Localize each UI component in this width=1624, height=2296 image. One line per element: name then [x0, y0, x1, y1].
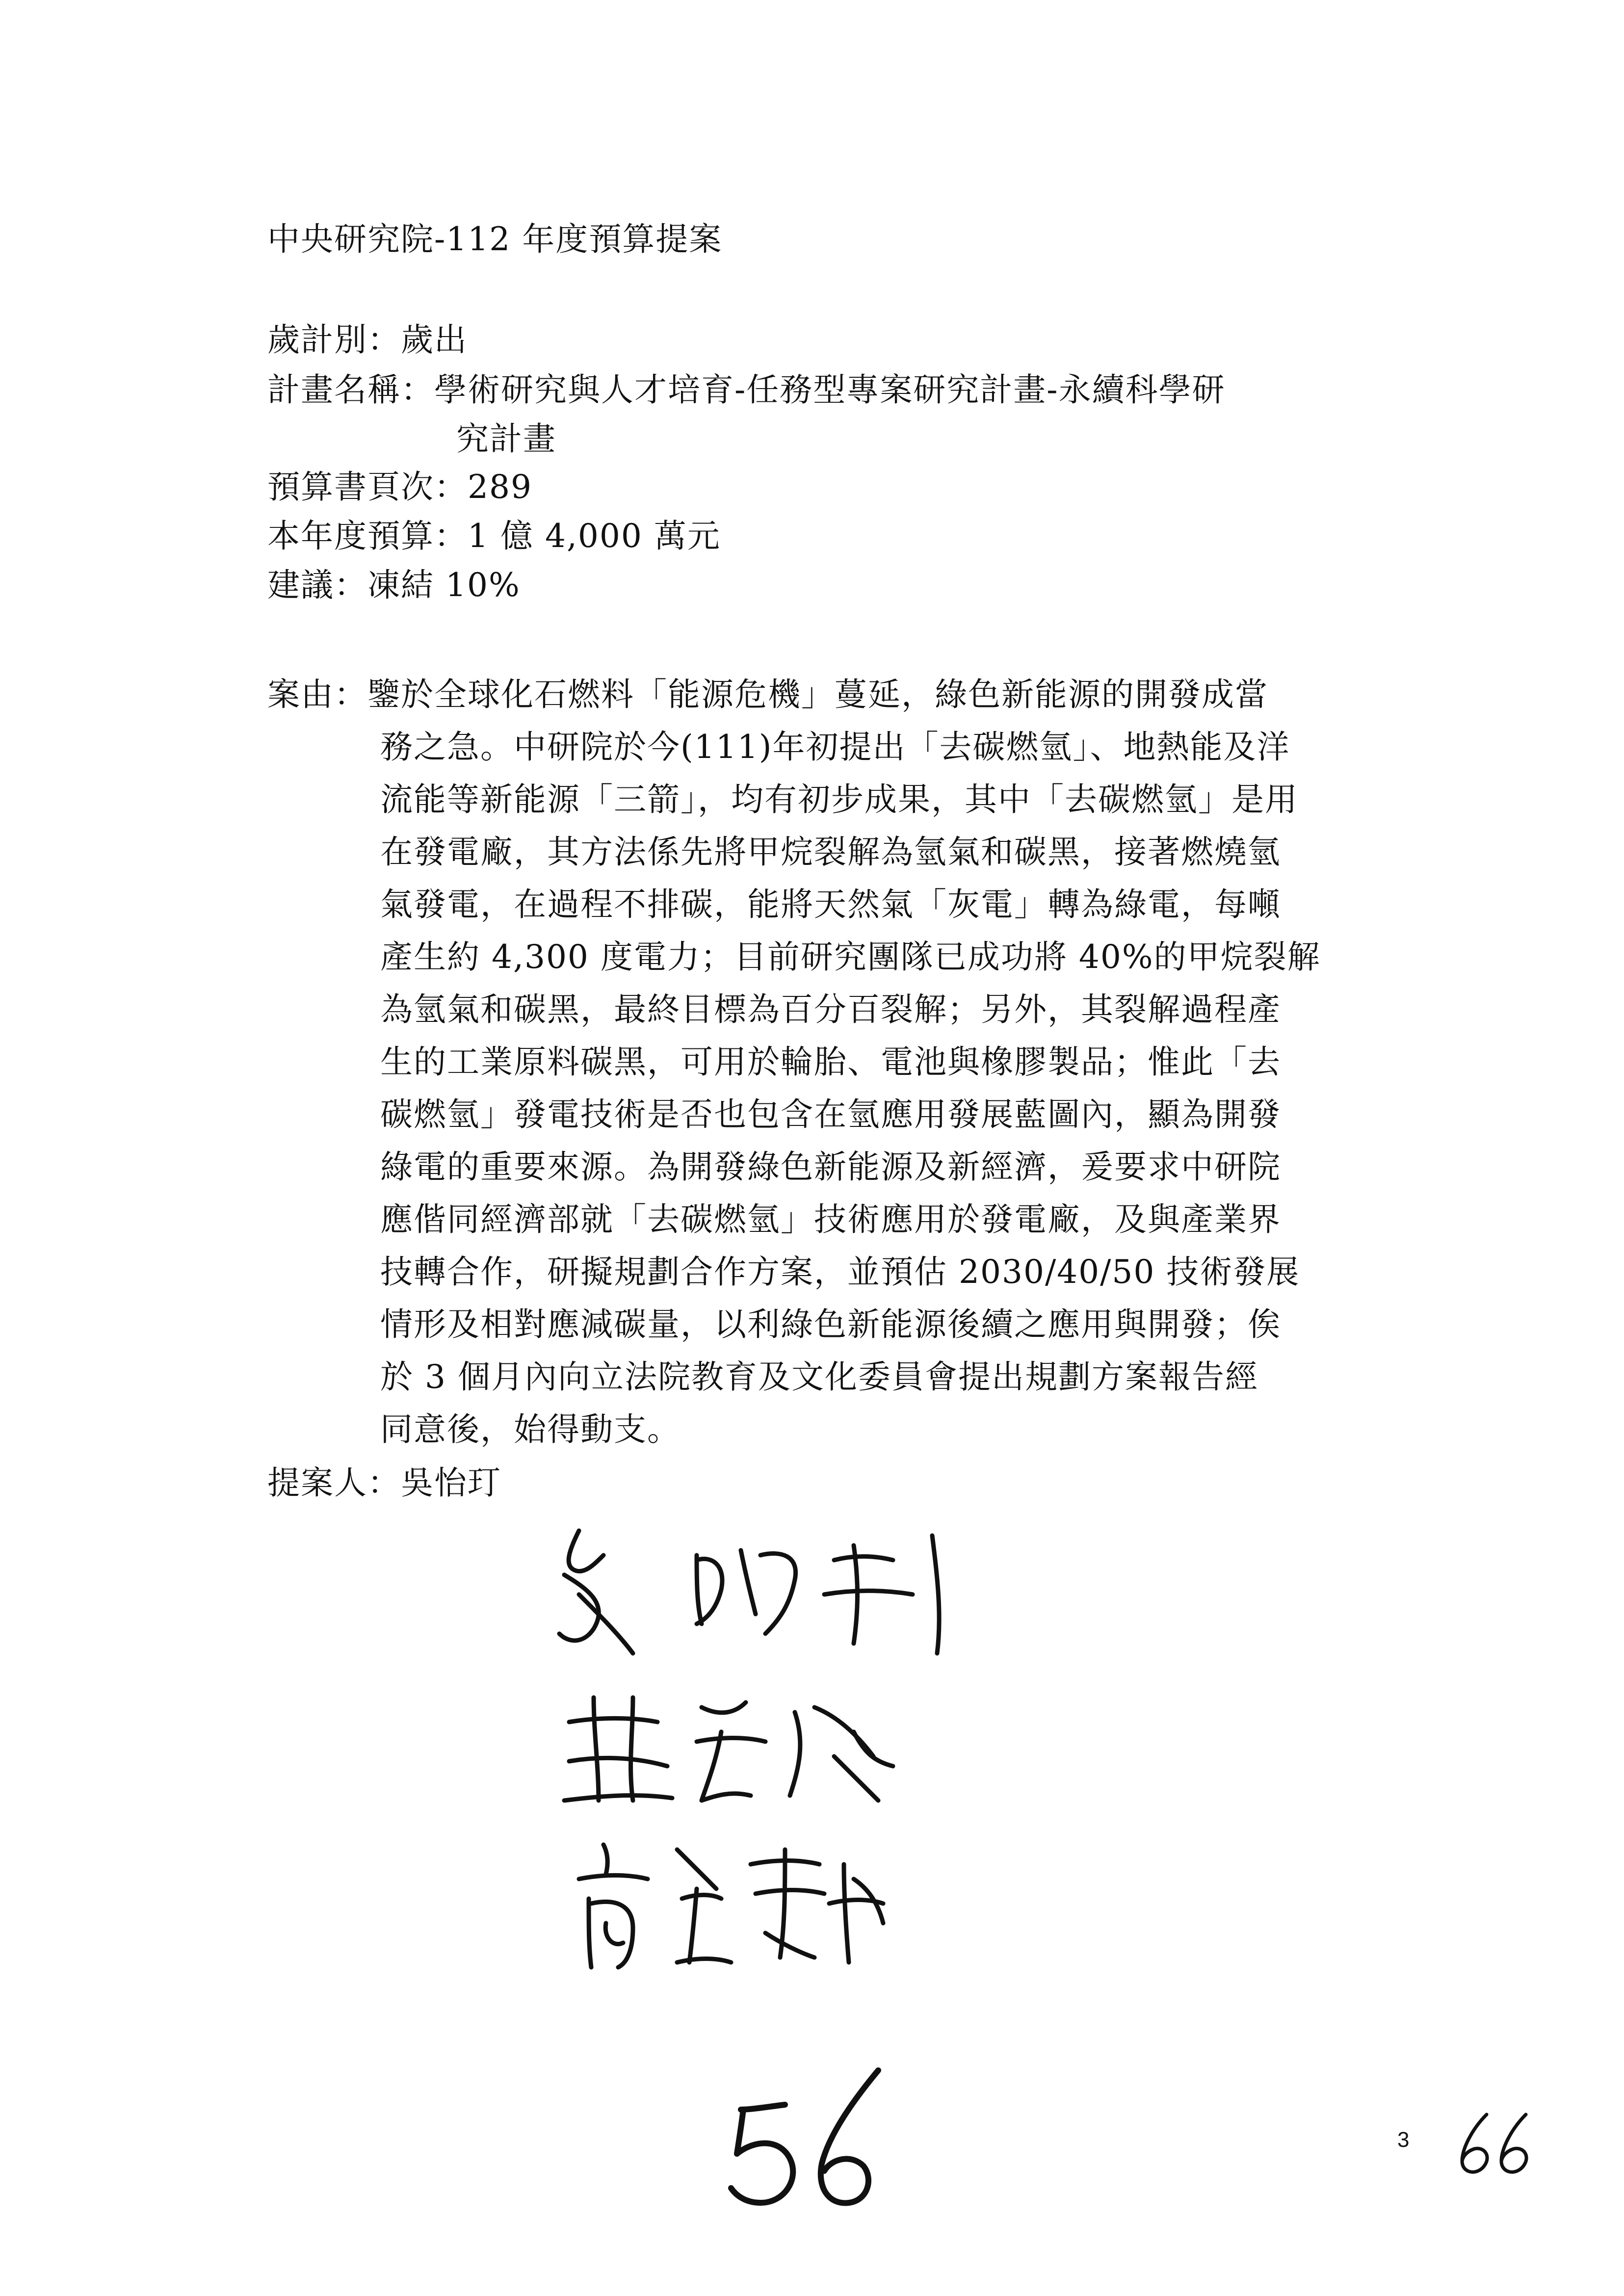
reason-line: 務之急。中研院於今(111)年初提出「去碳燃氫」、地熱能及洋: [380, 728, 1290, 766]
reason-line: 案由：鑒於全球化石燃料「能源危機」蔓延，綠色新能源的開發成當: [267, 676, 1268, 713]
annual-budget: 本年度預算：1 億 4,000 萬元: [267, 517, 721, 555]
handwritten-corner-number: [1452, 2110, 1541, 2178]
reason-line: 產生約 4,300 度電力；目前研究團隊已成功將 40%的甲烷裂解: [380, 938, 1321, 976]
reason-line: 同意後，始得動支。: [380, 1410, 681, 1448]
reason-line: 氣發電，在過程不排碳，能將天然氣「灰電」轉為綠電，每噸: [380, 886, 1281, 923]
reason-line: 技轉合作，研擬規劃合作方案，並預估 2030/40/50 技術發展: [380, 1253, 1300, 1291]
reason-paragraph: [267, 668, 1415, 1456]
handwritten-number: [716, 2061, 913, 2218]
signature-1: [550, 1521, 952, 1668]
budget-page: 預算書頁次：289: [267, 468, 532, 506]
page-number: 3: [1397, 2128, 1410, 2152]
plan-name-line2: 究計畫: [456, 420, 556, 458]
reason-line: 於 3 個月內向立法院教育及文化委員會提出規劃方案報告經: [380, 1358, 1258, 1396]
proposer: 提案人：吳怡玎: [267, 1464, 501, 1502]
reason-line: 碳燃氫」發電技術是否也包含在氫應用發展藍圖內，顯為開發: [380, 1096, 1281, 1133]
reason-line: 流能等新能源「三箭」，均有初步成果，其中「去碳燃氫」是用: [380, 781, 1298, 818]
reason-line: 生的工業原料碳黑，可用於輪胎、電池與橡膠製品；惟此「去: [380, 1043, 1281, 1081]
plan-name-line1: 計畫名稱：學術研究與人才培育-任務型專案研究計畫-永續科學研: [267, 371, 1226, 409]
reason-line: 綠電的重要來源。為開發綠色新能源及新經濟，爰要求中研院: [380, 1148, 1281, 1186]
reason-line: 為氫氣和碳黑，最終目標為百分百裂解；另外，其裂解過程產: [380, 991, 1281, 1028]
plan-type: 歲計別：歲出: [267, 321, 468, 359]
reason-line: 應偕同經濟部就「去碳燃氫」技術應用於發電廠，及與產業界: [380, 1200, 1281, 1238]
signature-3: [569, 1835, 893, 1977]
reason-line: 在發電廠，其方法係先將甲烷裂解為氫氣和碳黑，接著燃燒氫: [380, 833, 1281, 871]
signature-2: [559, 1688, 913, 1815]
suggestion: 建議：凍結 10%: [267, 566, 521, 604]
document-title: 中央研究院-112 年度預算提案: [267, 220, 723, 258]
reason-line: 情形及相對應減碳量，以利綠色新能源後續之應用與開發；俟: [380, 1305, 1281, 1343]
